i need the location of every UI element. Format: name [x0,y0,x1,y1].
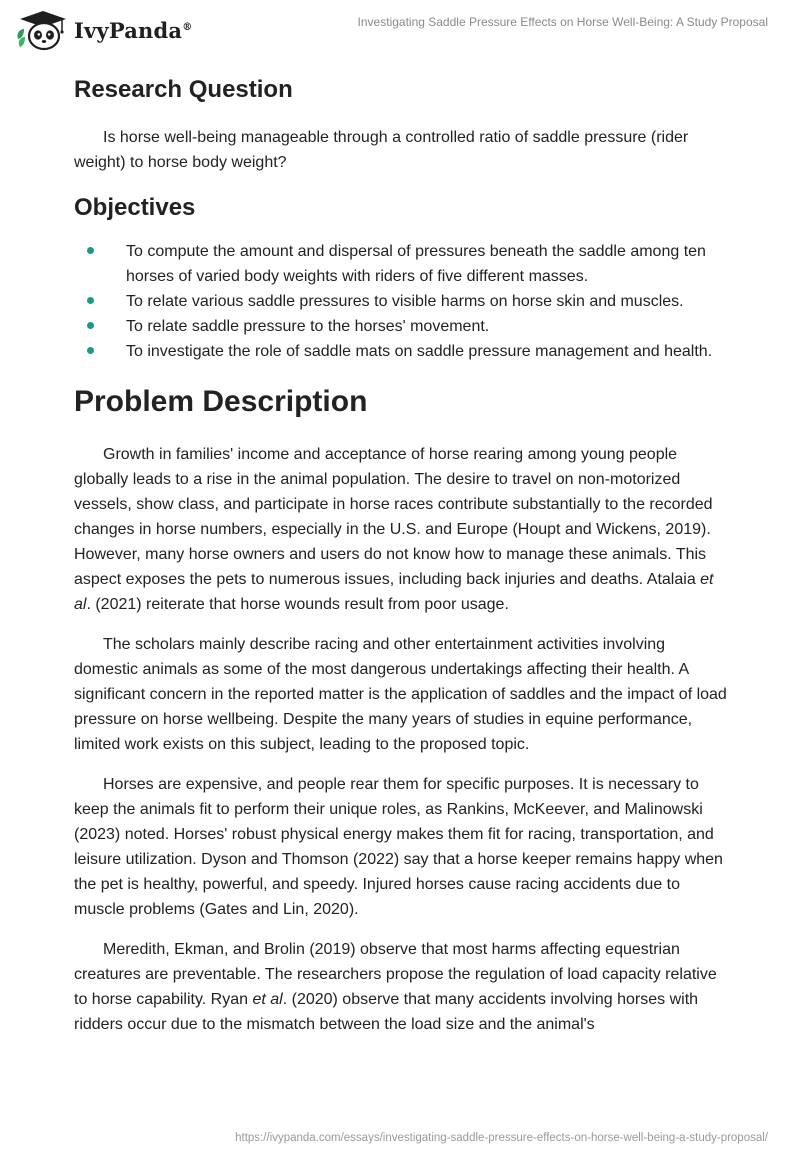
source-url-link[interactable]: https://ivypanda.com/essays/investigating-saddle-pressure-effects-on-horse-well-being-a-study-proposal/ [235,1132,768,1144]
objectives-heading: Objectives [74,194,196,221]
bullet-icon [87,297,94,304]
list-item: To compute the amount and dispersal of pressures beneath the saddle among ten horses of varied body weights with riders of five different masses. [74,239,728,289]
list-item: To relate saddle pressure to the horses' movement. [74,314,728,339]
list-item: To investigate the role of saddle mats on saddle pressure management and health. [74,339,728,364]
problem-paragraph-1: Growth in families' income and acceptance of horse rearing among young people globally leads to a rise in the animal population. The desire to travel on non-motorized vessels, show class, and participate in horse races contribute substantially to the recorded changes in horse numbers, especially in the U.S. and Europe (Houpt and Wickens, 2019). However, many horse owners and users do not know how to manage these animals. This aspect exposes the pets to numerous issues, including back injuries and deaths. Atalaia et al. (2021) reiterate that horse wounds result from poor usage. [74,446,714,613]
problem-paragraph-2: The scholars mainly describe racing and other entertainment activities involving domestic animals as some of the most dangerous undertakings affecting their health. A significant concern in the reported matter is the application of saddles and the impact of load pressure on horse wellbeing. Despite the many years of studies in equine performance, limited work exists on this subject, leading to the proposed topic. [74,636,727,753]
bullet-icon [87,322,94,329]
research-question-text: Is horse well-being manageable through a controlled ratio of saddle pressure (rider weight) to horse body weight? [74,129,689,171]
bullet-icon [87,247,94,254]
problem-paragraph-3: Horses are expensive, and people rear them for specific purposes. It is necessary to keep the animals fit to perform their unique roles, as Rankins, McKeever, and Malinowski (2023) noted. Horses' robust physical energy makes them fit for racing, transportation, and leisure utilization. Dyson and Thomson (2022) say that a horse keeper remains happy when the pet is healthy, powerful, and speedy. Injured horses cause racing accidents due to muscle problems (Gates and Lin, 2020). [74,776,723,918]
objectives-list [74,239,728,364]
research-question-heading: Research Question [74,76,293,103]
document-title: Investigating Saddle Pressure Effects on Horse Well-Being: A Study Proposal [357,15,768,29]
page-header [0,0,800,60]
essay-content [74,70,728,1037]
list-item: To relate various saddle pressures to visible harms on horse skin and muscles. [74,289,728,314]
bullet-icon [87,347,94,354]
panda-graduate-icon [14,9,72,51]
ivypanda-logo[interactable] [14,10,192,50]
logo-text: IvyPanda® [74,17,193,43]
problem-description-heading: Problem Description [74,385,368,418]
problem-paragraph-4: Meredith, Ekman, and Brolin (2019) observe that most harms affecting equestrian creatures are preventable. The researchers propose the regulation of load capacity relative to horse capability. Ryan et al. (2020) observe that many accidents involving horses with ridders occur due to the mismatch between the load size and the animal's [74,941,717,1033]
